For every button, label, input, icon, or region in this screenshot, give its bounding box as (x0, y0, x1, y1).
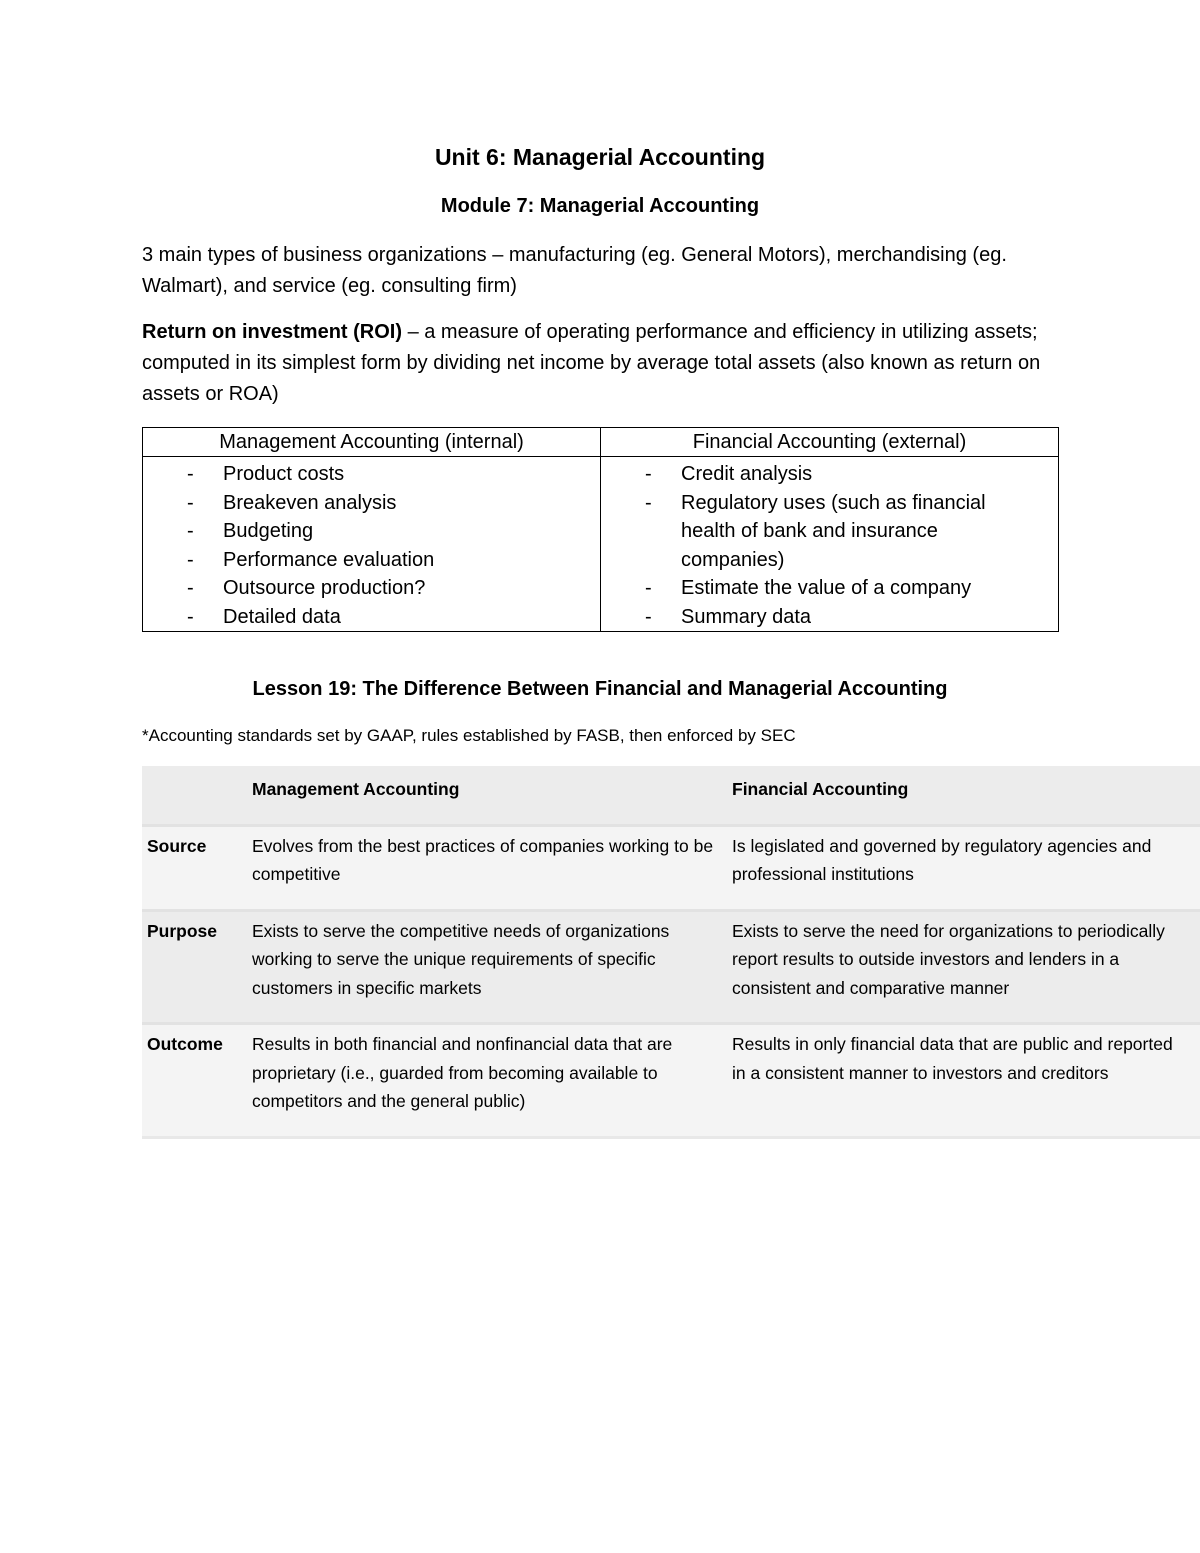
management-cell: Exists to serve the competitive needs of organizations working to serve the unique requirements of specific customers in specific markets (252, 920, 670, 998)
comparison-table (142, 766, 1200, 1139)
table-row (142, 910, 1200, 1024)
financial-cell: Exists to serve the need for organizations to periodically report results to outside investors and lenders in a consistent and comparative manner (732, 920, 1165, 998)
roi-definition: – a measure of operating performance and efficiency in utilizing assets; computed in its simplest form by dividing net income by average total assets (also known as return on assets or ROA) (142, 321, 1041, 405)
unit-title: Unit 6: Managerial Accounting (434, 144, 766, 170)
list-item: - Performance evaluation (187, 548, 435, 571)
standards-note: *Accounting standards set by GAAP, rules established by FASB, then enforced by SEC (142, 726, 796, 745)
financial-accounting-header: Financial Accounting (732, 779, 909, 799)
list-item: - Breakeven analysis (187, 491, 397, 514)
roi-term: Return on investment (ROI) (142, 321, 403, 343)
financial-uses-cell (601, 457, 1059, 632)
management-accounting-header: Management Accounting (252, 779, 460, 799)
list-item: - Regulatory uses (such as financial health of bank and insurance companies) (645, 491, 986, 571)
row-label: Source (147, 835, 207, 856)
financial-uses-header: Financial Accounting (external) (601, 428, 1059, 457)
financial-cell: Results in only financial data that are public and reported in a consistent manner to investors and creditors (732, 1034, 1173, 1083)
list-item: - Outsource production? (187, 577, 426, 599)
row-label: Purpose (147, 920, 218, 941)
management-uses-header: Management Accounting (internal) (143, 428, 601, 457)
table-header-row (142, 766, 1200, 825)
table-row (142, 825, 1200, 910)
list-item: - Product costs (187, 463, 345, 485)
financial-cell: Is legislated and governed by regulatory agencies and professional institutions (732, 835, 1152, 884)
table-header-corner (142, 766, 252, 825)
row-label: Outcome (147, 1034, 223, 1054)
module-title: Module 7: Managerial Accounting (440, 195, 760, 217)
management-uses-cell (143, 457, 601, 632)
management-cell: Evolves from the best practices of companies working to be competitive (252, 835, 714, 884)
business-types-paragraph: 3 main types of business organizations – manufacturing (eg. General Motors), merchandising (eg. Walmart), and service (eg. consulting firm) (142, 244, 1007, 297)
list-item: - Budgeting (187, 520, 314, 542)
list-item: - Summary data (645, 605, 812, 628)
accounting-uses-table (142, 427, 1059, 632)
table-row (142, 1024, 1200, 1138)
roi-paragraph (142, 317, 1042, 410)
list-item: - Detailed data (187, 605, 341, 628)
lesson-title: Lesson 19: The Difference Between Financial and Managerial Accounting (252, 678, 948, 700)
list-item: - Credit analysis (645, 463, 813, 485)
list-item: - Estimate the value of a company (645, 577, 972, 599)
management-cell: Results in both financial and nonfinancial data that are proprietary (i.e., guarded from becoming available to competitors and the general public) (252, 1034, 673, 1111)
